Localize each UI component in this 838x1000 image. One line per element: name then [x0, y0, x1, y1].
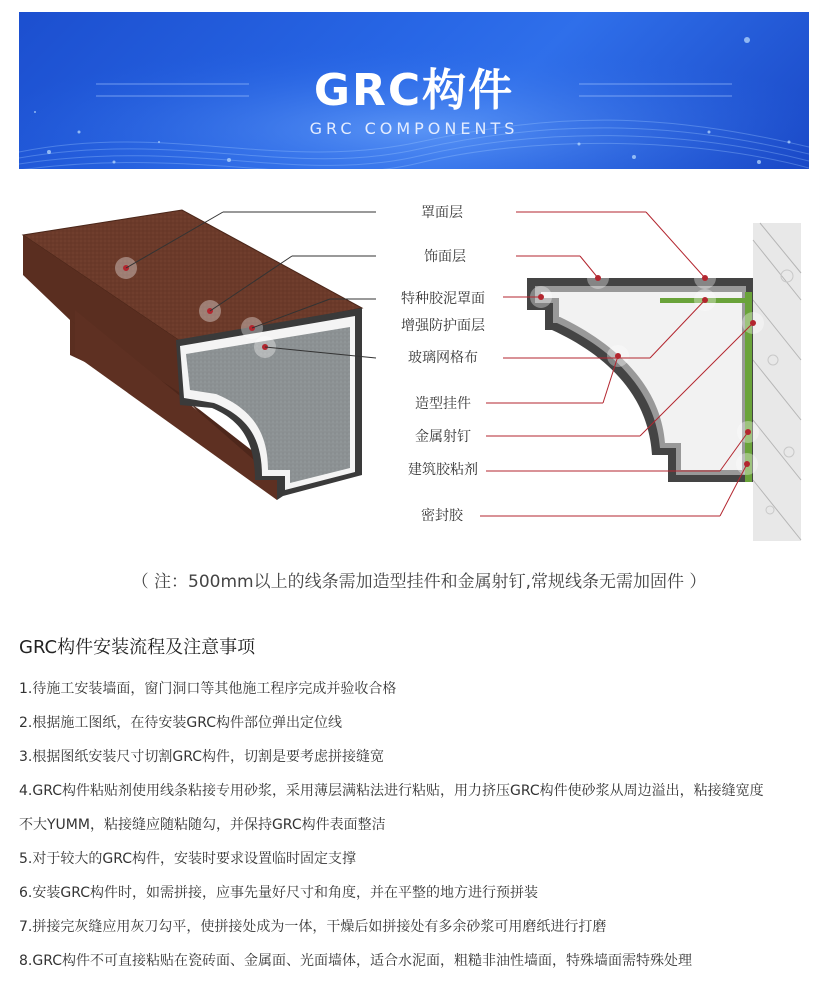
label-cover-layer: 罩面层 — [421, 205, 463, 221]
grc-cross-section-illustration — [0, 180, 838, 560]
installation-steps — [19, 672, 819, 978]
label-reinforced-protection-layer: 增强防护面层 — [401, 318, 485, 334]
step-item: 不大YUMM，粘接缝应随粘随勾，并保持GRC构件表面整洁 — [19, 817, 386, 833]
step-item: 8.GRC构件不可直接粘贴在瓷砖面、金属面、光面墙体，适合水泥面，粗糙非油性墙面，特殊墙面需特殊处理 — [19, 953, 693, 969]
step-item: 1.待施工安装墙面，窗门洞口等其他施工程序完成并验收合格 — [19, 681, 397, 697]
header-banner — [19, 12, 809, 169]
diagram-note: （ 注：500mm以上的线条需加造型挂件和金属射钉,常规线条无需加固件 ） — [131, 572, 707, 592]
step-item: 3.根据图纸安装尺寸切割GRC构件，切割是要考虑拼接缝宽 — [19, 749, 385, 765]
label-shaped-hanger: 造型挂件 — [415, 396, 471, 412]
banner-title: GRC构件 — [313, 65, 515, 116]
step-item: 2.根据施工图纸，在待安装GRC构件部位弹出定位线 — [19, 715, 343, 731]
component-cross-section — [527, 267, 764, 482]
label-sealant: 密封胶 — [421, 508, 463, 524]
component-3d-view — [23, 210, 362, 500]
label-metal-nail: 金属射钉 — [415, 429, 471, 445]
grc-structure-diagram — [0, 180, 838, 560]
step-item: 6.安装GRC构件时，如需拼接，应事先量好尺寸和角度，并在平整的地方进行预拼装 — [19, 885, 539, 901]
step-item: 7.拼接完灰缝应用灰刀勾平，使拼接处成为一体，干燥后如拼接处有多余砂浆可用磨纸进行打磨 — [19, 919, 607, 935]
section-title: GRC构件安装流程及注意事项 — [19, 637, 256, 658]
banner-subtitle: GRC COMPONENTS — [309, 119, 519, 138]
label-glass-fiber-mesh: 玻璃网格布 — [408, 350, 478, 366]
label-building-adhesive: 建筑胶粘剂 — [408, 462, 478, 478]
label-special-mortar-cover: 特种胶泥罩面 — [401, 291, 485, 307]
label-finish-layer: 饰面层 — [424, 249, 466, 265]
step-item: 4.GRC构件粘贴剂使用线条粘接专用砂浆，采用薄层满粘法进行粘贴，用力挤压GRC构件使砂浆从周边溢出，粘接缝宽度 — [19, 783, 764, 799]
step-item: 5.对于较大的GRC构件，安装时要求设置临时固定支撑 — [19, 851, 357, 867]
wall-section — [753, 223, 801, 541]
